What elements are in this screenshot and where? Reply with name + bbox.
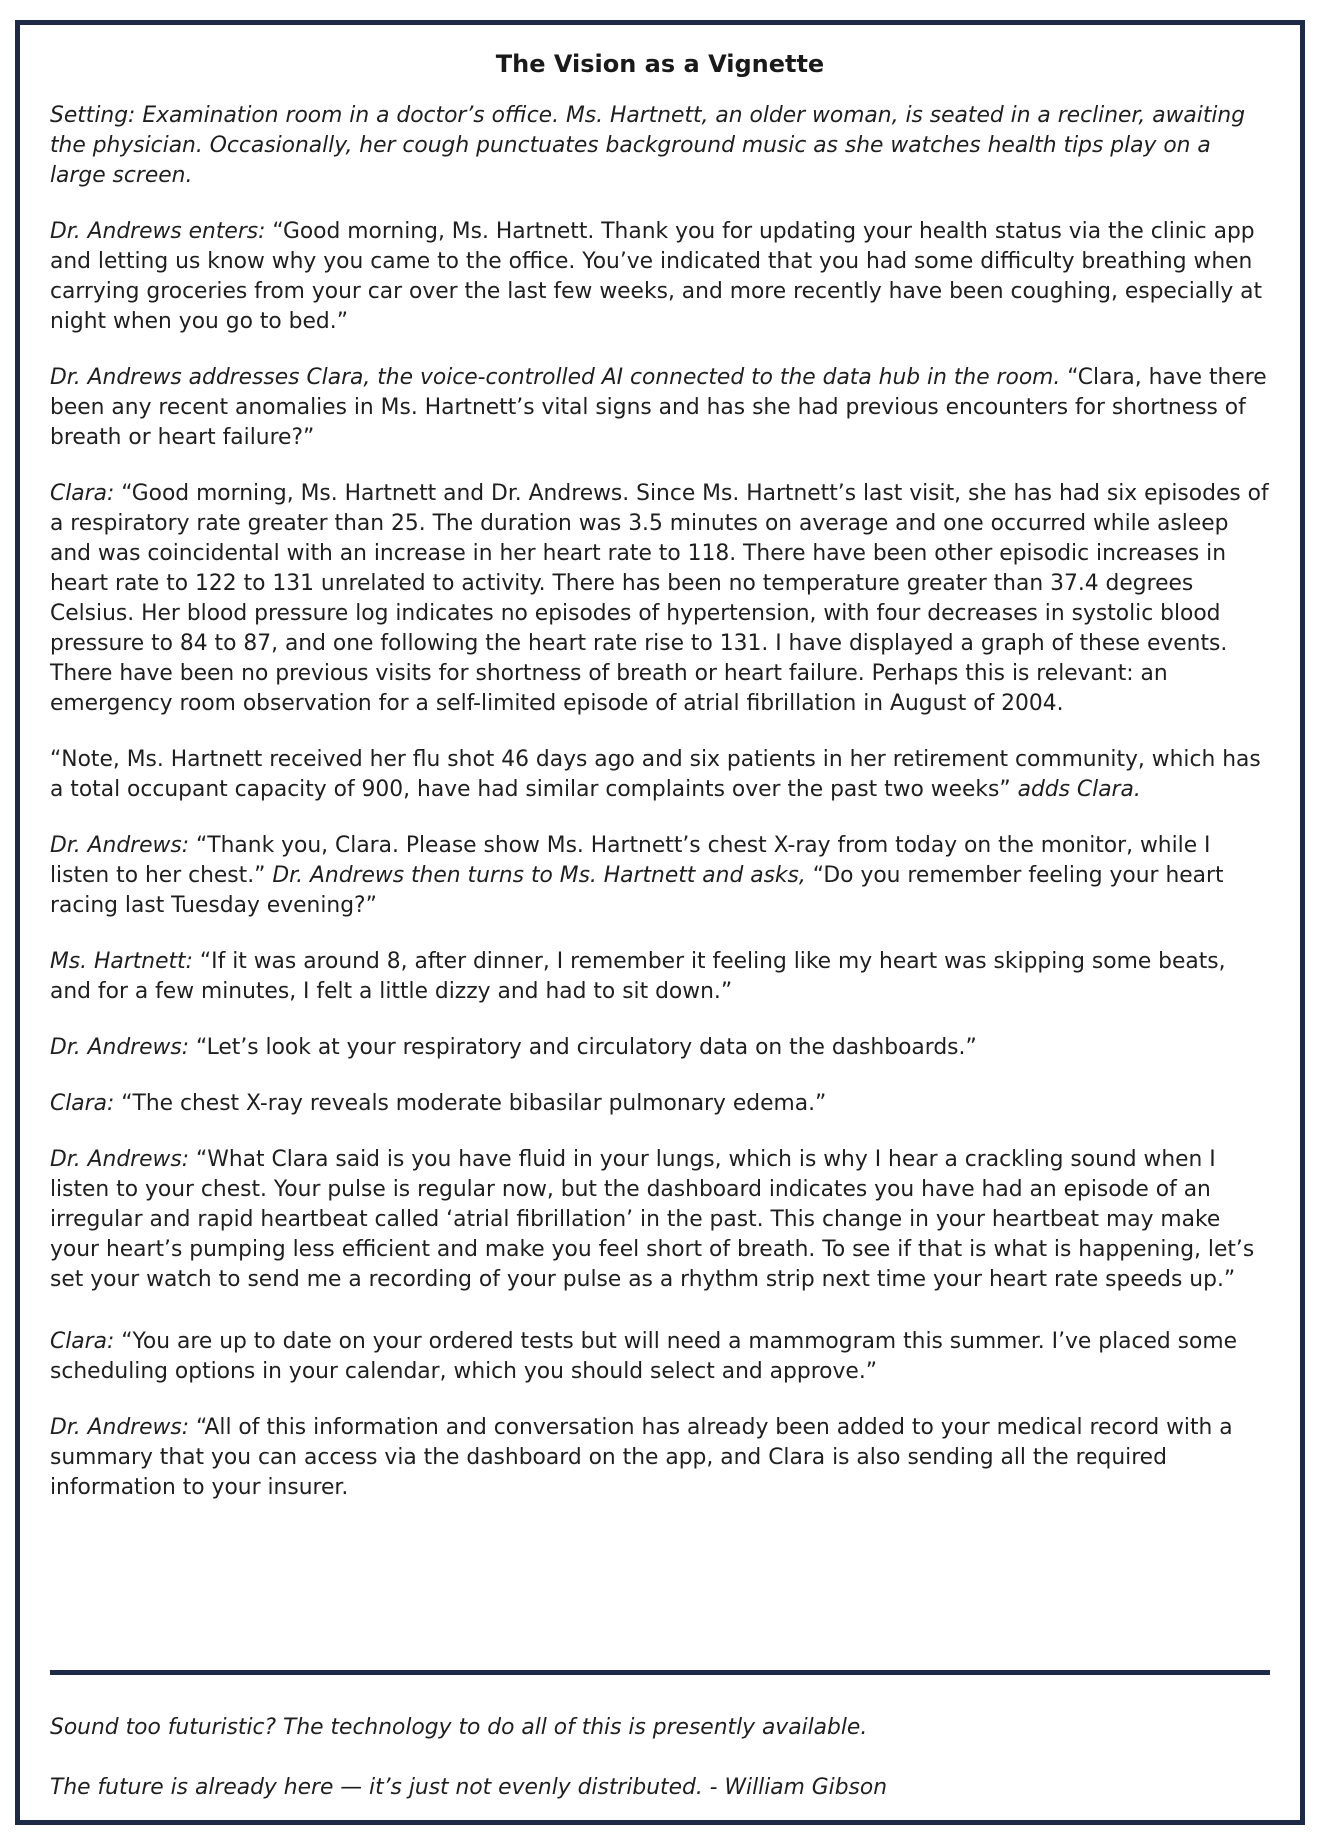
paragraph-ms-hartnett (50, 947, 1270, 1007)
paragraph-dr-andrews-enters (50, 217, 1270, 337)
dialogue-text: “If it was around 8, after dinner, I remember it feeling like my heart was skipping some beats, and for a few minutes, I felt a little dizzy and had to sit down.” (50, 949, 1226, 1004)
paragraph-dr-andrews-record (50, 1413, 1270, 1503)
paragraph-dr-andrews-addresses-clara (50, 363, 1270, 453)
dialogue-text: “Let’s look at your respiratory and circulatory data on the dashboards.” (189, 1035, 977, 1060)
paragraph-dr-andrews-xray (50, 831, 1270, 921)
dialogue-text: “Clara, have there been any recent anomalies in Ms. Hartnett’s vital signs and has she had previous encounters for shortness of breath or heart failure?” (50, 365, 1267, 450)
dialogue-text: “Good morning, Ms. Hartnett. Thank you for updating your health status via the clinic app and letting us know why you came to the office. You’ve indicated that you had some difficulty breathing when carrying groceries from your car over the last few weeks, and more recently have been coughing, especially at night when you go to bed.” (50, 219, 1263, 334)
speaker-label: Ms. Hartnett: (50, 949, 193, 974)
page-title: The Vision as a Vignette (495, 50, 825, 78)
dialogue-text: “Note, Ms. Hartnett received her flu shot 46 days ago and six patients in her retirement community, which has a total occupant capacity of 900, have had similar complaints over the past two weeks” (50, 747, 1261, 802)
footer-line-1: Sound too futuristic? The technology to do all of this is presently available. (50, 1715, 868, 1740)
speaker-label: Dr. Andrews addresses Clara, the voice-controlled AI connected to the data hub in the room. (50, 365, 1061, 390)
paragraph-clara-note (50, 745, 1270, 805)
paragraph-clara-vitals (50, 479, 1270, 719)
speaker-label: Clara: (50, 481, 115, 506)
dialogue-text: “All of this information and conversation has already been added to your medical record with a summary that you can access via the dashboard on the app, and Clara is also sending all the required information to your insurer. (50, 1415, 1233, 1500)
dialogue-text: “What Clara said is you have fluid in your lungs, which is why I hear a crackling sound when I listen to your chest. Your pulse is regular now, but the dashboard indicates you have had an episode of an irregular and rapid heartbeat called ‘atrial fibrillation’ in the past. This change in your heartbeat may make your heart’s pumping less efficient and make you feel short of breath. To see if that is what is happening, let’s set your watch to send me a recording of your pulse as a rhythm strip next time your heart rate speeds up.” (50, 1147, 1255, 1292)
dialogue-text: “The chest X-ray reveals moderate bibasilar pulmonary edema.” (114, 1091, 827, 1116)
footer-quote: The future is already here — it’s just not evenly distributed. - William Gibson (50, 1775, 888, 1800)
paragraph-clara-xray (50, 1089, 1270, 1119)
divider-rule (50, 1670, 1270, 1675)
speaker-label: Dr. Andrews: (50, 1415, 190, 1440)
speaker-label: Dr. Andrews: (50, 833, 190, 858)
vignette-content (50, 25, 1270, 1503)
paragraph-dr-andrews-explains (50, 1145, 1270, 1295)
vignette-box (15, 20, 1305, 1825)
speaker-label: Clara: (50, 1329, 115, 1354)
dialogue-text-2: “Do you remember feeling your heart racing last Tuesday evening?” (50, 863, 1224, 918)
speaker-label: Clara: (50, 1091, 115, 1116)
speaker-label: Dr. Andrews: (50, 1035, 190, 1060)
speaker-label: adds Clara. (1010, 777, 1141, 802)
stage-direction: Dr. Andrews then turns to Ms. Hartnett and asks, (265, 863, 806, 888)
paragraph-dr-andrews-dashboards (50, 1033, 1270, 1063)
dialogue-text: “Thank you, Clara. Please show Ms. Hartnett’s chest X-ray from today on the monitor, while I listen to her chest.” (50, 833, 1211, 888)
speaker-label: Dr. Andrews: (50, 1147, 190, 1172)
speaker-label: Dr. Andrews enters: (50, 219, 266, 244)
dialogue-text: “You are up to date on your ordered tests but will need a mammogram this summer. I’ve placed some scheduling options in your calendar, which you should select and approve.” (50, 1329, 1237, 1384)
dialogue-text: “Good morning, Ms. Hartnett and Dr. Andrews. Since Ms. Hartnett’s last visit, she has had six episodes of a respiratory rate greater than 25. The duration was 3.5 minutes on average and one occurred while asleep and was coincidental with an increase in her heart rate to 118. There have been other episodic increases in heart rate to 122 to 131 unrelated to activity. There has been no temperature greater than 37.4 degrees Celsius. Her blood pressure log indicates no episodes of hypertension, with four decreases in systolic blood pressure to 84 to 87, and one following the heart rate rise to 131. I have displayed a graph of these events. There have been no previous visits for shortness of breath or heart failure. Perhaps this is relevant: an emergency room observation for a self-limited episode of atrial fibrillation in August of 2004. (50, 481, 1269, 716)
setting-paragraph: Setting: Examination room in a doctor’s office. Ms. Hartnett, an older woman, is seated in a recliner, awaiting the physician. Occasionally, her cough punctuates background music as she watches health tips play on a large screen. (50, 103, 1246, 188)
paragraph-clara-tests (50, 1327, 1270, 1387)
